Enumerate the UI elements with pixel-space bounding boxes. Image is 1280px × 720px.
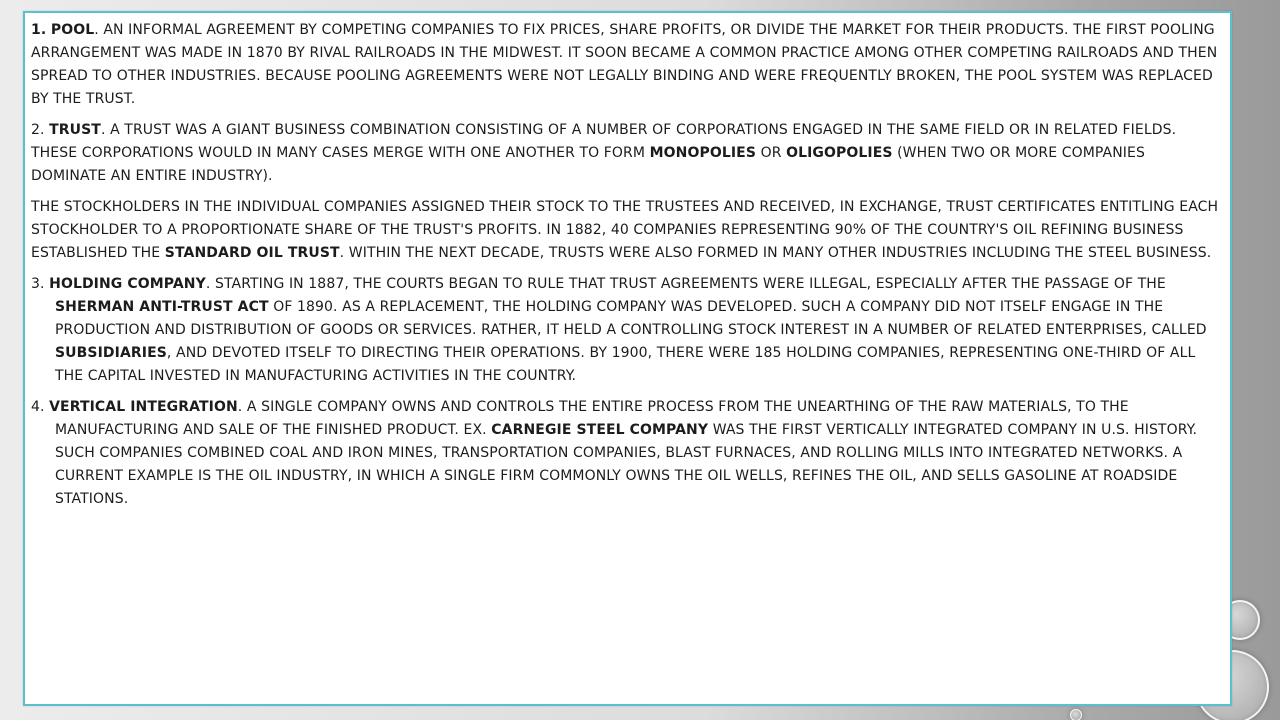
term-monopolies: MONOPOLIES xyxy=(649,145,757,161)
slide-body xyxy=(31,19,1219,519)
term-subsidiaries: SUBSIDIARIES xyxy=(55,345,167,361)
term-oligopolies: OLIGOPOLIES xyxy=(786,145,893,161)
paragraph-text: . A TRUST WAS A GIANT BUSINESS COMBINATION CONSISTING OF A NUMBER OF CORPORATIONS ENGAGED IN THE SAME FIELD OR IN RELATED FIELDS. THESE CORPORATIONS WOULD IN MANY CASES MERGE WITH ONE ANOTHER TO FORM xyxy=(31,122,1177,161)
paragraph-text: (WHEN TWO OR MORE COMPANIES DOMINATE AN ENTIRE INDUSTRY). xyxy=(31,145,1145,184)
term-pool: POOL xyxy=(50,22,95,38)
term-standard-oil-trust: STANDARD OIL TRUST xyxy=(164,245,340,261)
term-carnegie-steel-company: CARNEGIE STEEL COMPANY xyxy=(491,422,709,438)
term-trust: TRUST xyxy=(49,122,101,138)
term-sherman-anti-trust-act: SHERMAN ANTI-TRUST ACT xyxy=(55,299,269,315)
paragraph-text: . WITHIN THE NEXT DECADE, TRUSTS WERE ALSO FORMED IN MANY OTHER INDUSTRIES INCLUDING THE STEEL BUSINESS. xyxy=(339,245,1212,261)
paragraph-text: OF 1890. AS A REPLACEMENT, THE HOLDING COMPANY WAS DEVELOPED. SUCH A COMPANY DID NOT ITSELF ENGAGE IN THE PRODUCTION AND DISTRIBUTION OF GOODS OR SERVICES. RATHER, IT HELD A CONTROLLING STOCK INTEREST IN A NUMBER OF RELATED ENTERPRISES, CALLED xyxy=(55,299,1207,338)
paragraph-text: OR xyxy=(760,145,782,161)
decorative-circle xyxy=(1070,709,1082,720)
item-number: 3. xyxy=(31,276,45,292)
paragraph-trust-details xyxy=(31,196,1219,265)
term-holding-company: HOLDING COMPANY xyxy=(49,276,206,292)
paragraph-text: . A SINGLE COMPANY OWNS AND CONTROLS THE ENTIRE PROCESS FROM THE UNEARTHING OF THE RAW MATERIALS, TO THE MANUFACTURING AND SALE OF THE FINISHED PRODUCT. EX. xyxy=(55,399,1129,438)
paragraph-text: THE STOCKHOLDERS IN THE INDIVIDUAL COMPANIES ASSIGNED THEIR STOCK TO THE TRUSTEES AND RECEIVED, IN EXCHANGE, TRUST CERTIFICATES ENTITLING EACH STOCKHOLDER TO A PROPORTIONATE SHARE OF THE TRUST'S PROFITS. IN 1882, 40 COMPANIES REPRESENTING 90% OF THE COUNTRY'S OIL REFINING BUSINESS ESTABLISHED THE xyxy=(31,199,1219,261)
item-number: 4. xyxy=(31,399,45,415)
paragraph-text: . STARTING IN 1887, THE COURTS BEGAN TO RULE THAT TRUST AGREEMENTS WERE ILLEGAL, ESPECIALLY AFTER THE PASSAGE OF THE xyxy=(205,276,1166,292)
paragraph-text: WAS THE FIRST VERTICALLY INTEGRATED COMPANY IN U.S. HISTORY. SUCH COMPANIES COMBINED COAL AND IRON MINES, TRANSPORTATION COMPANIES, BLAST FURNACES, AND ROLLING MILLS INTO INTEGRATED NETWORKS. A CURRENT EXAMPLE IS THE OIL INDUSTRY, IN WHICH A SINGLE FIRM COMMONLY OWNS THE OIL WELLS, REFINES THE OIL, AND SELLS GASOLINE AT ROADSIDE STATIONS. xyxy=(55,422,1198,507)
paragraph-trust xyxy=(31,119,1219,188)
term-vertical-integration: VERTICAL INTEGRATION xyxy=(49,399,238,415)
paragraph-text: . AN INFORMAL AGREEMENT BY COMPETING COMPANIES TO FIX PRICES, SHARE PROFITS, OR DIVIDE THE MARKET FOR THEIR PRODUCTS. THE FIRST POOLING ARRANGEMENT WAS MADE IN 1870 BY RIVAL RAILROADS IN THE MIDWEST. IT SOON BECAME A COMMON PRACTICE AMONG OTHER COMPETING RAILROADS AND THEN SPREAD TO OTHER INDUSTRIES. BECAUSE POOLING AGREEMENTS WERE NOT LEGALLY BINDING AND WERE FREQUENTLY BROKEN, THE POOL SYSTEM WAS REPLACED BY THE TRUST. xyxy=(31,22,1218,107)
paragraph-text: , AND DEVOTED ITSELF TO DIRECTING THEIR OPERATIONS. BY 1900, THERE WERE 185 HOLDING COMPANIES, REPRESENTING ONE-THIRD OF ALL THE CAPITAL INVESTED IN MANUFACTURING ACTIVITIES IN THE COUNTRY. xyxy=(55,345,1196,384)
paragraph-holding-company xyxy=(31,273,1219,388)
item-number: 1. xyxy=(31,22,47,38)
paragraph-vertical-integration xyxy=(31,396,1219,511)
slide-content-panel xyxy=(23,11,1232,706)
item-number: 2. xyxy=(31,122,45,138)
paragraph-pool xyxy=(31,19,1219,111)
